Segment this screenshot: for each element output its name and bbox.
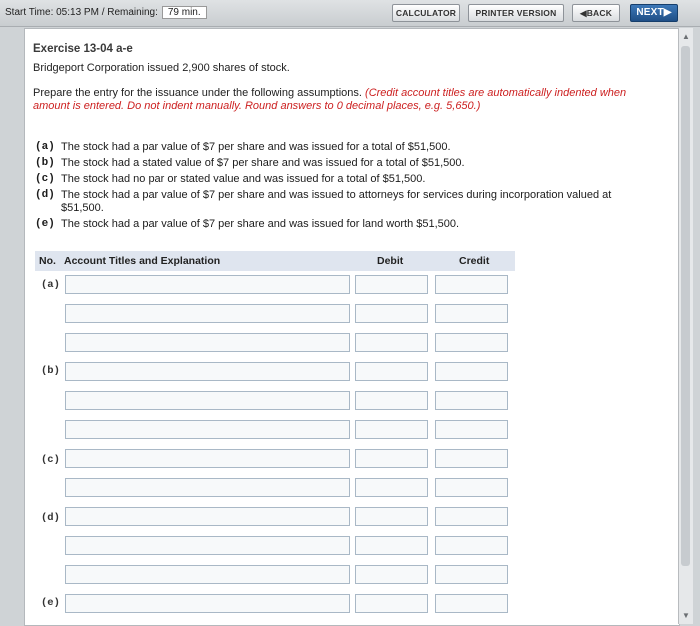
- credit-input[interactable]: [435, 565, 508, 584]
- account-title-input[interactable]: [65, 333, 350, 352]
- instructions-text: Prepare the entry for the issuance under the following assumptions.: [33, 87, 366, 99]
- assumption-text: The stock had a par value of $7 per share and was issued to attorneys for services during incorporation valued at $51,500.: [61, 189, 612, 214]
- column-debit: Debit: [377, 255, 404, 267]
- entry-label-a: (a): [41, 279, 60, 291]
- debit-input[interactable]: [355, 420, 428, 439]
- entry-label-b: (b): [41, 365, 60, 377]
- timer-label: Start Time: 05:13 PM / Remaining:: [5, 7, 158, 18]
- account-title-input[interactable]: [65, 391, 350, 410]
- printer-version-button[interactable]: PRINTER VERSION: [468, 4, 564, 22]
- assumption-label: (c): [35, 173, 55, 185]
- credit-input[interactable]: [435, 478, 508, 497]
- exercise-description: Bridgeport Corporation issued 2,900 shares of stock.: [33, 62, 290, 74]
- assumption-text: The stock had a par value of $7 per share and was issued for a total of $51,500.: [61, 141, 451, 153]
- credit-input[interactable]: [435, 420, 508, 439]
- debit-input[interactable]: [355, 449, 428, 468]
- assumption-label: (b): [35, 157, 55, 169]
- credit-input[interactable]: [435, 536, 508, 555]
- debit-input[interactable]: [355, 362, 428, 381]
- column-account-titles: Account Titles and Explanation: [64, 255, 221, 267]
- column-credit: Credit: [459, 255, 490, 267]
- debit-input[interactable]: [355, 275, 428, 294]
- assumption-label: (e): [35, 218, 55, 230]
- credit-input[interactable]: [435, 449, 508, 468]
- timer: [5, 6, 207, 19]
- account-title-input[interactable]: [65, 275, 350, 294]
- vertical-scrollbar[interactable]: [678, 28, 693, 624]
- debit-input[interactable]: [355, 507, 428, 526]
- account-title-input[interactable]: [65, 507, 350, 526]
- assumption-a: [35, 141, 655, 154]
- journal-table-header: [35, 251, 515, 271]
- account-title-input[interactable]: [65, 478, 350, 497]
- credit-input[interactable]: [435, 333, 508, 352]
- credit-input[interactable]: [435, 507, 508, 526]
- debit-input[interactable]: [355, 304, 428, 323]
- instructions-note: (Credit account titles are automatically indented when amount is entered. Do not indent manually. Round answers to 0 decimal places, e.g. 5,650.): [33, 87, 627, 112]
- debit-input[interactable]: [355, 565, 428, 584]
- account-title-input[interactable]: [65, 304, 350, 323]
- account-title-input[interactable]: [65, 565, 350, 584]
- credit-input[interactable]: [435, 594, 508, 613]
- remaining-time: 79 min.: [162, 6, 207, 19]
- assumption-text: The stock had a stated value of $7 per share and was issued for a total of $51,500.: [61, 157, 465, 169]
- credit-input[interactable]: [435, 304, 508, 323]
- calculator-button[interactable]: CALCULATOR: [392, 4, 460, 22]
- account-title-input[interactable]: [65, 449, 350, 468]
- assumption-text: The stock had no par or stated value and was issued for a total of $51,500.: [61, 173, 426, 185]
- up-arrow-icon[interactable]: ▲: [682, 32, 690, 41]
- next-button[interactable]: NEXT▶: [630, 4, 678, 22]
- assumption-text: The stock had a par value of $7 per share and was issued for land worth $51,500.: [61, 218, 460, 230]
- account-title-input[interactable]: [65, 362, 350, 381]
- assumption-list: [35, 141, 655, 234]
- credit-input[interactable]: [435, 391, 508, 410]
- debit-input[interactable]: [355, 536, 428, 555]
- debit-input[interactable]: [355, 333, 428, 352]
- assumption-label: (a): [35, 141, 55, 153]
- entry-label-e: (e): [41, 597, 60, 609]
- entry-label-d: (d): [41, 512, 60, 524]
- scroll-thumb[interactable]: [681, 46, 690, 566]
- exercise-title: Exercise 13-04 a-e: [33, 43, 133, 55]
- top-toolbar: [0, 0, 700, 27]
- column-no: No.: [39, 255, 56, 267]
- assumption-b: [35, 157, 655, 170]
- account-title-input[interactable]: [65, 420, 350, 439]
- assumption-d: [35, 189, 655, 215]
- debit-input[interactable]: [355, 594, 428, 613]
- assumption-c: [35, 173, 655, 186]
- credit-input[interactable]: [435, 275, 508, 294]
- assumption-e: [35, 218, 655, 231]
- instructions: [33, 87, 653, 113]
- back-button[interactable]: ◀BACK: [572, 4, 620, 22]
- credit-input[interactable]: [435, 362, 508, 381]
- debit-input[interactable]: [355, 391, 428, 410]
- assumption-label: (d): [35, 189, 55, 201]
- exercise-panel: [24, 28, 680, 626]
- account-title-input[interactable]: [65, 594, 350, 613]
- entry-label-c: (c): [41, 454, 60, 466]
- account-title-input[interactable]: [65, 536, 350, 555]
- debit-input[interactable]: [355, 478, 428, 497]
- down-arrow-icon[interactable]: ▼: [682, 611, 690, 620]
